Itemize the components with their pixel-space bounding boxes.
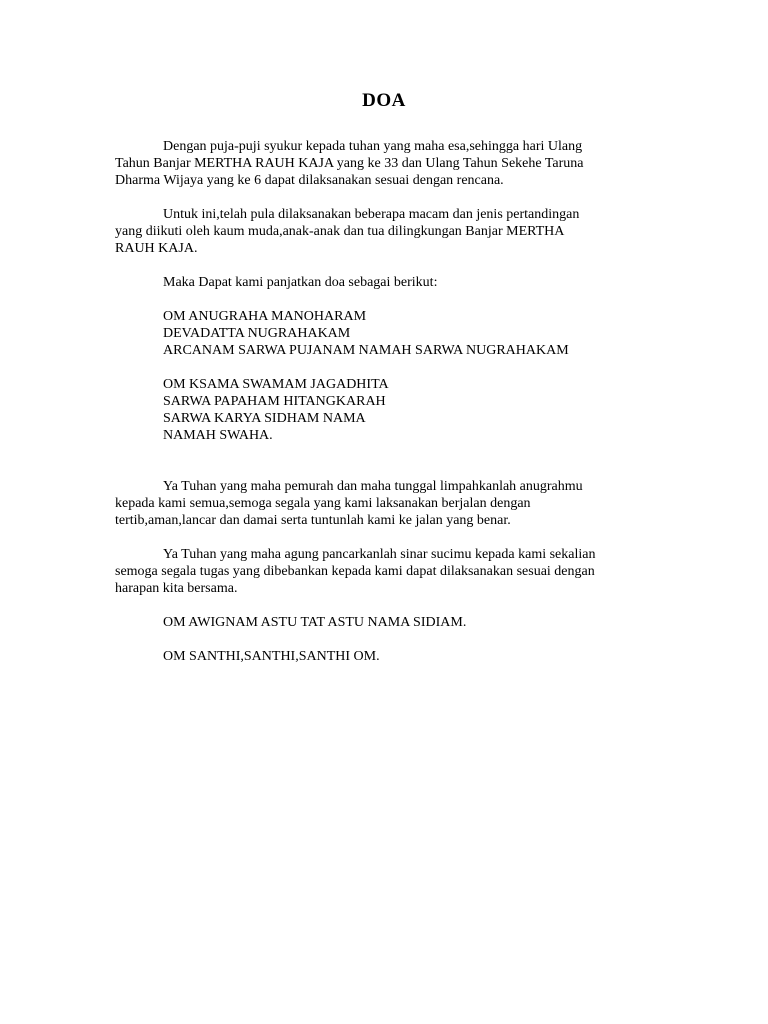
verse-line: OM ANUGRAHA MANOHARAM — [163, 309, 367, 324]
closing-mantra-2: OM SANTHI,SANTHI,SANTHI OM. — [163, 649, 380, 664]
document-title: DOA — [362, 90, 406, 111]
paragraph-line: Dengan puja-puji syukur kepada tuhan yang maha esa,sehingga hari Ulang — [163, 139, 583, 154]
closing-mantra-1: OM AWIGNAM ASTU TAT ASTU NAMA SIDIAM. — [163, 615, 467, 630]
verse-line: SARWA PAPAHAM HITANGKARAH — [163, 394, 386, 409]
verse-line: SARWA KARYA SIDHAM NAMA — [163, 411, 366, 426]
paragraph-line: semoga segala tugas yang dibebankan kepada kami dapat dilaksanakan sesuai dengan — [115, 564, 595, 579]
verse-line: NAMAH SWAHA. — [163, 428, 273, 443]
mantra-verse-1 — [163, 308, 655, 359]
paragraph-line: Maka Dapat kami panjatkan doa sebagai berikut: — [163, 275, 438, 290]
paragraph-prayer-1 — [115, 478, 655, 529]
paragraph-line: kepada kami semua,semoga segala yang kami laksanakan berjalan dengan — [115, 496, 531, 511]
paragraph-line: tertib,aman,lancar dan damai serta tuntunlah kami ke jalan yang benar. — [115, 513, 511, 528]
verse-line: OM KSAMA SWAMAM JAGADHITA — [163, 377, 389, 392]
verse-line: ARCANAM SARWA PUJANAM NAMAH SARWA NUGRAHAKAM — [163, 343, 569, 358]
document-body — [115, 138, 655, 682]
paragraph-line: Ya Tuhan yang maha pemurah dan maha tunggal limpahkanlah anugrahmu — [163, 479, 583, 494]
mantra-verse-2 — [163, 376, 655, 444]
paragraph-line: yang diikuti oleh kaum muda,anak-anak dan tua dilingkungan Banjar MERTHA — [115, 224, 565, 239]
paragraph-events — [115, 206, 655, 257]
verse-line: DEVADATTA NUGRAHAKAM — [163, 326, 351, 341]
paragraph-line: Dharma Wijaya yang ke 6 dapat dilaksanakan sesuai dengan rencana. — [115, 173, 504, 188]
paragraph-line: Ya Tuhan yang maha agung pancarkanlah sinar sucimu kepada kami sekalian — [163, 547, 596, 562]
paragraph-line: RAUH KAJA. — [115, 241, 198, 256]
paragraph-opening — [115, 138, 655, 189]
paragraph-prayer-2 — [115, 546, 655, 597]
paragraph-line: Untuk ini,telah pula dilaksanakan beberapa macam dan jenis pertandingan — [163, 207, 580, 222]
paragraph-line: harapan kita bersama. — [115, 581, 238, 596]
paragraph-intro-prayer — [115, 274, 655, 291]
paragraph-line: Tahun Banjar MERTHA RAUH KAJA yang ke 33 dan Ulang Tahun Sekehe Taruna — [115, 156, 584, 171]
blank-line — [115, 461, 655, 478]
